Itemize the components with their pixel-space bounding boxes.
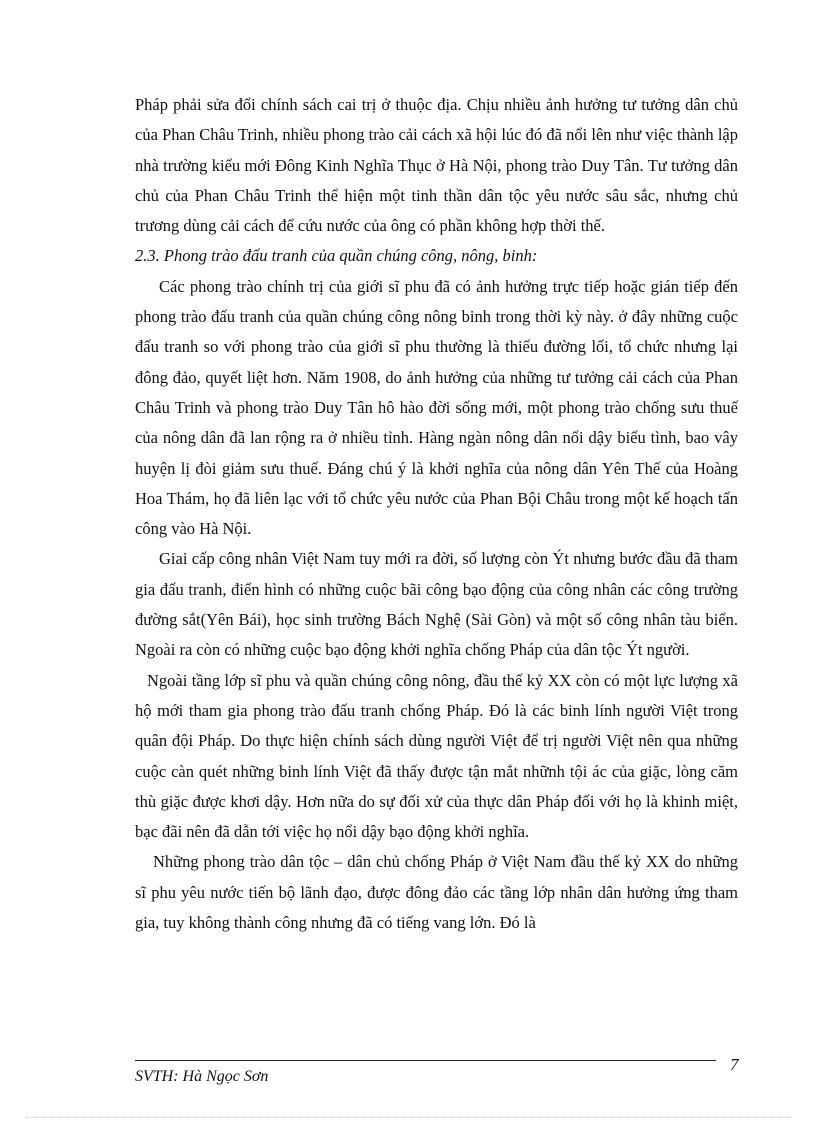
page-bottom-border (25, 1117, 791, 1118)
section-heading: 2.3. Phong trào đấu tranh của quần chúng công, nông, binh: (135, 246, 538, 266)
paragraph: Các phong trào chính trị của giới sĩ phu đã có ảnh hưởng trực tiếp hoặc gián tiếp đến phong trào đấu tranh của quần chúng công nông binh trong thời kỳ này. ở đây những cuộc đấu tranh so với phong trào của giới sĩ phu thường là thiếu đường lối, tổ chức nhưng lại đông đảo, quyết liệt hơn. Năm 1908, do ảnh hưởng của những tư tưởng cải cách của Phan Châu Trinh và phong trào Duy Tân hô hào đời sống mới, một phong trào chống sưu thuế của nông dân đã lan rộng ra ở nhiều tỉnh. Hàng ngàn nông dân nổi dậy biểu tình, bao vây huyện lị đòi giảm sưu thuế. Đáng chú ý là khởi nghĩa của nông dân Yên Thế của Hoàng Hoa Thám, họ đã liên lạc với tổ chức yêu nước của Phan Bội Châu trong một kế hoạch tấn công vào Hà Nội. (135, 276, 738, 539)
paragraph: Giai cấp công nhân Việt Nam tuy mới ra đời, số lượng còn Ýt nhưng bước đầu đã tham gia đấu tranh, điển hình có những cuộc bãi công bạo động của công nhân các công trường đường sắt(Yên Bái), học sinh trường Bách Nghệ (Sài Gòn) và một số công nhân tàu biển. Ngoài ra còn có những cuộc bạo động khởi nghĩa chống Pháp của dân tộc Ýt người. (135, 549, 738, 660)
paragraph: Những phong trào dân tộc – dân chủ chống Pháp ở Việt Nam đầu thế kỷ XX do những sĩ phu yêu nước tiến bộ lãnh đạo, được đông đảo các tầng lớp nhân dân hưởng ứng tham gia, tuy không thành công nhưng đã có tiếng vang lớn. Đó là (135, 852, 738, 933)
body-text (135, 90, 738, 938)
footer-author: SVTH: Hà Ngọc Sơn (135, 1068, 269, 1085)
page-number: 7 (730, 1055, 739, 1074)
footer-divider (135, 1060, 716, 1061)
paragraph: Ngoài tầng lớp sĩ phu và quần chúng công nông, đầu thế kỷ XX còn có một lực lượng xã hộ mới tham gia phong trào đấu tranh chống Pháp. Đó là các binh lính người Việt trong quân đội Pháp. Do thực hiện chính sách dùng người Việt để trị người Việt nên qua những cuộc càn quét những binh lính Việt đã thấy được tận mắt nhữnh tội ác của giặc, lòng căm thù giặc được khơi dậy. Hơn nữa do sự đối xử của thực dân Pháp đối với họ là khinh miệt, bạc đãi nên đã dẫn tới việc họ nổi dậy bạo động khởi nghĩa. (135, 670, 738, 842)
paragraph: Pháp phải sửa đổi chính sách cai trị ở thuộc địa. Chịu nhiều ảnh hưởng tư tưởng dân chủ của Phan Châu Trinh, nhiều phong trào cải cách xã hội lúc đó đã nổi lên như việc thành lập nhà trường kiểu mới Đông Kinh Nghĩa Thục ở Hà Nội, phong trào Duy Tân. Tư tưởng dân chủ của Phan Châu Trinh thể hiện một tinh thần dân tộc yêu nước sâu sắc, nhưng chủ trương dùng cải cách để cứu nước của ông có phần không hợp thời thế. (135, 95, 738, 236)
